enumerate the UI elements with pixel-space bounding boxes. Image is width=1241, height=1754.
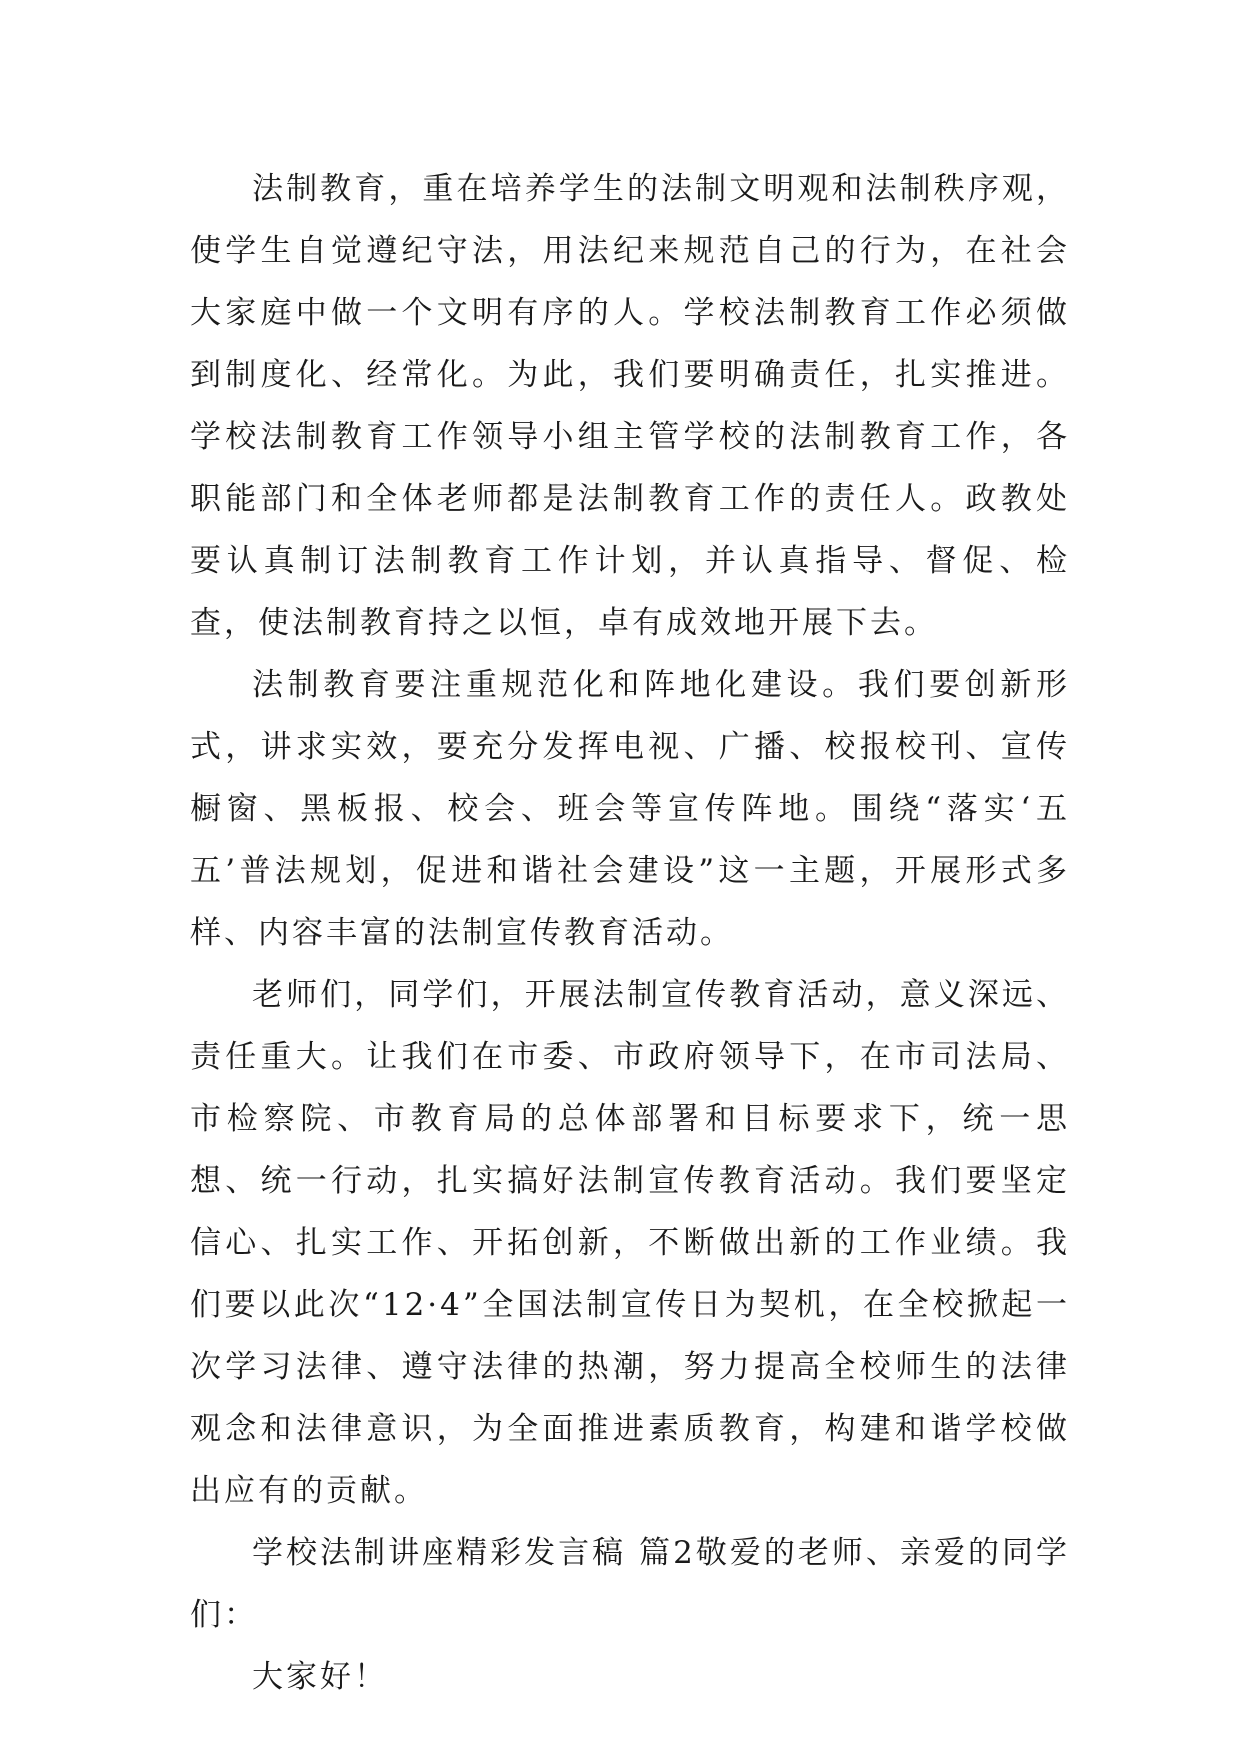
- document-body: [190, 158, 1070, 1708]
- paragraph-1: 法制教育，重在培养学生的法制文明观和法制秩序观，使学生自觉遵纪守法，用法纪来规范自己的行为，在社会大家庭中做一个文明有序的人。学校法制教育工作必须做到制度化、经常化。为此，我们要明确责任，扎实推进。学校法制教育工作领导小组主管学校的法制教育工作，各职能部门和全体老师都是法制教育工作的责任人。政教处要认真制订法制教育工作计划，并认真指导、督促、检查，使法制教育持之以恒，卓有成效地开展下去。: [190, 171, 1070, 641]
- paragraph-2: 法制教育要注重规范化和阵地化建设。我们要创新形式，讲求实效，要充分发挥电视、广播、校报校刊、宣传橱窗、黑板报、校会、班会等宣传阵地。围绕“落实‘五五’普法规划，促进和谐社会建设”这一主题，开展形式多样、内容丰富的法制宣传教育活动。: [190, 667, 1070, 951]
- paragraph-3: 老师们，同学们，开展法制宣传教育活动，意义深远、责任重大。让我们在市委、市政府领导下，在市司法局、市检察院、市教育局的总体部署和目标要求下，统一思想、统一行动，扎实搞好法制宣传教育活动。我们要坚定信心、扎实工作、开拓创新，不断做出新的工作业绩。我们要以此次“12·4”全国法制宣传日为契机，在全校掀起一次学习法律、遵守法律的热潮，努力提高全校师生的法律观念和法律意识，为全面推进素质教育，构建和谐学校做出应有的贡献。: [190, 977, 1070, 1509]
- paragraph-4: 学校法制讲座精彩发言稿 篇2敬爱的老师、亲爱的同学们：: [190, 1535, 1070, 1633]
- paragraph-5: 大家好！: [252, 1659, 388, 1695]
